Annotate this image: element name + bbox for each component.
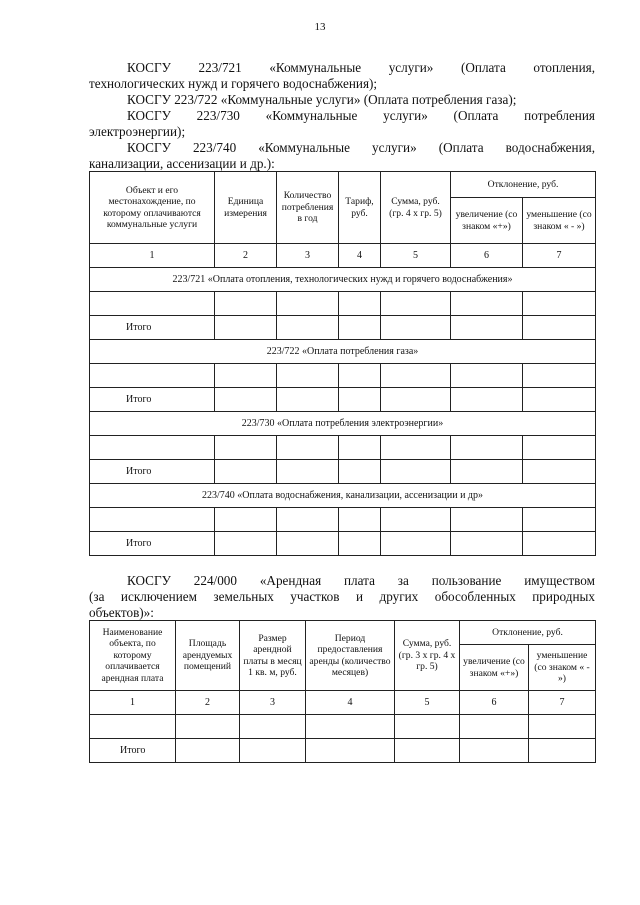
col-number: 5 bbox=[395, 691, 460, 715]
col-number: 4 bbox=[306, 691, 395, 715]
header-tariff: Тариф, руб. bbox=[339, 172, 381, 244]
kosgu-722-line: КОСГУ 223/722 «Коммунальные услуги» (Оплата потребления газа); bbox=[127, 92, 517, 107]
total-row bbox=[90, 388, 596, 412]
col-number: 6 bbox=[451, 244, 523, 268]
kosgu-224-cont: (за исключением земельных участков и других обособленных природных bbox=[89, 589, 595, 604]
table-row bbox=[90, 436, 596, 460]
col-number: 7 bbox=[523, 244, 596, 268]
section-header-721: 223/721 «Оплата отопления, технологических нужд и горячего водоснабжения» bbox=[90, 268, 596, 292]
utilities-table bbox=[89, 171, 596, 556]
col-number: 1 bbox=[90, 691, 176, 715]
header-sum: Сумма, руб. (гр. 3 х гр. 4 х гр. 5) bbox=[395, 621, 460, 691]
table-row bbox=[90, 364, 596, 388]
header-deviation: Отклонение, руб. bbox=[460, 621, 596, 645]
header-deviation: Отклонение, руб. bbox=[451, 172, 596, 198]
kosgu-224-line: КОСГУ 224/000 «Арендная плата за пользование имуществом bbox=[127, 573, 595, 588]
total-label: Итого bbox=[90, 388, 215, 412]
col-number: 7 bbox=[529, 691, 596, 715]
rent-paragraph bbox=[89, 573, 595, 621]
total-label: Итого bbox=[90, 316, 215, 340]
total-label: Итого bbox=[90, 460, 215, 484]
header-quantity: Количество потребления в год bbox=[277, 172, 339, 244]
kosgu-740-line: КОСГУ 223/740 «Коммунальные услуги» (Оплата водоснабжения, bbox=[127, 140, 595, 155]
header-unit: Единица измерения bbox=[215, 172, 277, 244]
col-number: 2 bbox=[215, 244, 277, 268]
header-object: Объект и его местонахождение, по которому оплачиваются коммунальные услуги bbox=[90, 172, 215, 244]
header-increase: увеличение (со знаком «+») bbox=[451, 198, 523, 244]
header-period: Период предоставления аренды (количество месяцев) bbox=[306, 621, 395, 691]
kosgu-740-cont: канализации, ассенизации и др.): bbox=[89, 156, 275, 171]
total-row bbox=[90, 739, 596, 763]
table-row bbox=[90, 508, 596, 532]
page-number: 13 bbox=[314, 21, 326, 33]
header-decrease: уменьшение (со знаком « - ») bbox=[529, 645, 596, 691]
section-header-730: 223/730 «Оплата потребления электроэнергии» bbox=[90, 412, 596, 436]
header-rate: Размер арендной платы в месяц 1 кв. м, руб. bbox=[240, 621, 306, 691]
rent-table bbox=[89, 620, 596, 763]
header-sum: Сумма, руб. (гр. 4 х гр. 5) bbox=[381, 172, 451, 244]
col-number: 5 bbox=[381, 244, 451, 268]
kosgu-730-cont: электроэнергии); bbox=[89, 124, 186, 139]
kosgu-721-cont: технологических нужд и горячего водоснабжения); bbox=[89, 76, 378, 91]
total-label: Итого bbox=[90, 532, 215, 556]
kosgu-224-end: объектов)»: bbox=[89, 605, 154, 620]
total-row bbox=[90, 460, 596, 484]
section-header-722: 223/722 «Оплата потребления газа» bbox=[90, 340, 596, 364]
col-number: 2 bbox=[176, 691, 240, 715]
table-row bbox=[90, 715, 596, 739]
header-increase: увеличение (со знаком «+») bbox=[460, 645, 529, 691]
col-number: 3 bbox=[277, 244, 339, 268]
total-label: Итого bbox=[90, 739, 176, 763]
col-number: 3 bbox=[240, 691, 306, 715]
utility-codes-paragraph bbox=[89, 60, 595, 172]
total-row bbox=[90, 316, 596, 340]
col-number: 6 bbox=[460, 691, 529, 715]
header-object: Наименование объекта, по которому оплачивается арендная плата bbox=[90, 621, 176, 691]
section-header-740: 223/740 «Оплата водоснабжения, канализации, ассенизации и др» bbox=[90, 484, 596, 508]
kosgu-730-line: КОСГУ 223/730 «Коммунальные услуги» (Оплата потребления bbox=[127, 108, 595, 123]
col-number: 1 bbox=[90, 244, 215, 268]
header-decrease: уменьшение (со знаком « - ») bbox=[523, 198, 596, 244]
total-row bbox=[90, 532, 596, 556]
table-row bbox=[90, 292, 596, 316]
col-number: 4 bbox=[339, 244, 381, 268]
kosgu-721-line: КОСГУ 223/721 «Коммунальные услуги» (Оплата отопления, bbox=[127, 60, 595, 75]
header-area: Площадь арендуемых помещений bbox=[176, 621, 240, 691]
